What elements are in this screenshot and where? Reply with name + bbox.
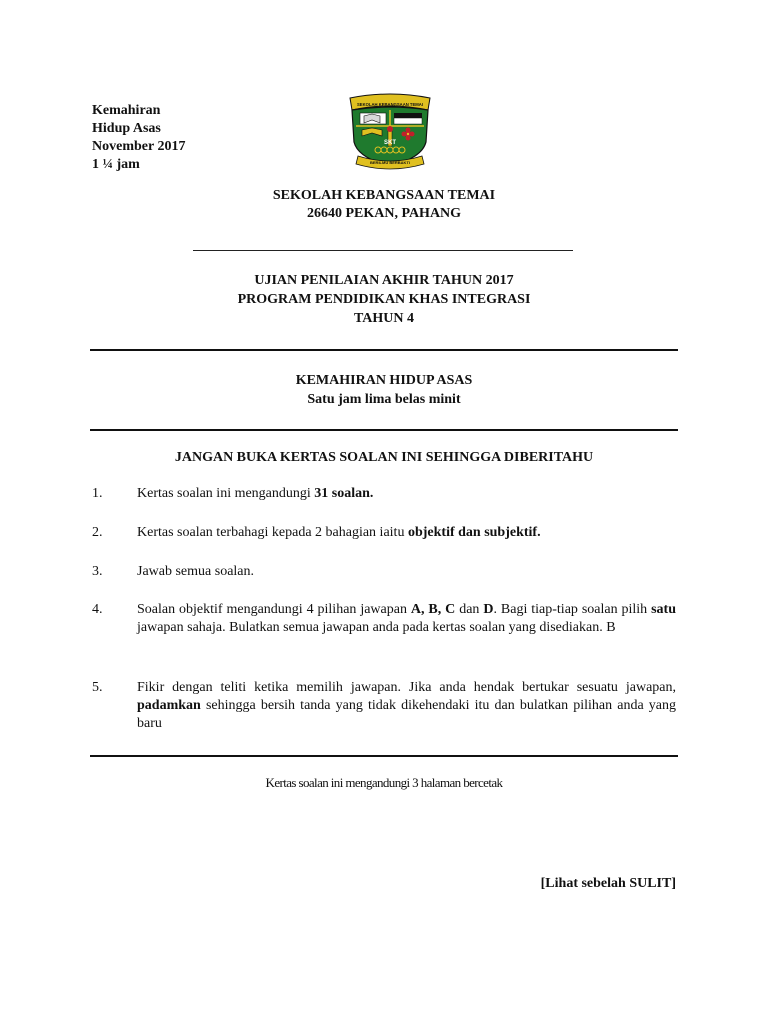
crest-top-banner-text: SEKOLAH KEBANGSAAN TEMAI	[357, 102, 423, 107]
printed-pages-note: Kertas soalan ini mengandungi 3 halaman bercetak	[265, 775, 503, 790]
instruction-text: Kertas soalan ini mengandungi 31 soalan.	[137, 486, 374, 501]
header-divider	[193, 250, 573, 251]
section-rule-2	[90, 429, 678, 431]
instruction-text: Jawab semua soalan.	[137, 564, 255, 579]
school-name: SEKOLAH KEBANGSAAN TEMAI	[272, 188, 496, 203]
crest-motto-text: BERILMU BERBAKTI	[370, 160, 410, 165]
instruction-number: 4.	[92, 602, 103, 617]
subject-line-2: Hidup Asas	[92, 121, 161, 136]
subject-line-1: Kemahiran	[92, 103, 161, 118]
crest-initials: SKT	[384, 140, 396, 146]
paper-time: Satu jam lima belas minit	[307, 392, 461, 407]
paper-subject: KEMAHIRAN HIDUP ASAS	[295, 373, 473, 388]
exam-date: November 2017	[92, 139, 186, 154]
paper-meta	[92, 102, 185, 174]
school-address: 26640 PEKAN, PAHANG	[306, 206, 462, 221]
see-next-page-note: [Lihat sebelah SULIT]	[540, 876, 676, 891]
exam-title: UJIAN PENILAIAN AKHIR TAHUN 2017	[254, 273, 514, 288]
school-crest-logo	[344, 92, 436, 172]
exam-year: TAHUN 4	[353, 311, 415, 326]
instruction-number: 1.	[92, 486, 103, 501]
exam-program: PROGRAM PENDIDIKAN KHAS INTEGRASI	[237, 292, 531, 307]
instruction-text: Kertas soalan terbahagi kepada 2 bahagian iaitu objektif dan subjektif.	[137, 525, 541, 540]
instruction-number: 2.	[92, 525, 103, 540]
exam-duration: 1 ¼ jam	[92, 157, 140, 172]
section-rule-1	[90, 349, 678, 351]
do-not-open-warning: JANGAN BUKA KERTAS SOALAN INI SEHINGGA DIBERITAHU	[174, 450, 594, 465]
instruction-text: Fikir dengan teliti ketika memilih jawapan. Jika anda hendak bertukar sesuatu jawapan, padamkan sehingga bersih tanda yang tidak dikehendaki itu dan bulatkan pilihan anda yang baru	[137, 680, 676, 731]
crest-stripe-panel	[394, 113, 422, 118]
section-rule-3	[90, 755, 678, 757]
instruction-number: 3.	[92, 564, 103, 579]
instruction-number: 5.	[92, 680, 103, 695]
instruction-text: Soalan objektif mengandungi 4 pilihan jawapan A, B, C dan D. Bagi tiap-tiap soalan pilih satu jawapan sahaja. Bulatkan semua jawapan anda pada kertas soalan yang disediakan. B	[137, 602, 677, 635]
